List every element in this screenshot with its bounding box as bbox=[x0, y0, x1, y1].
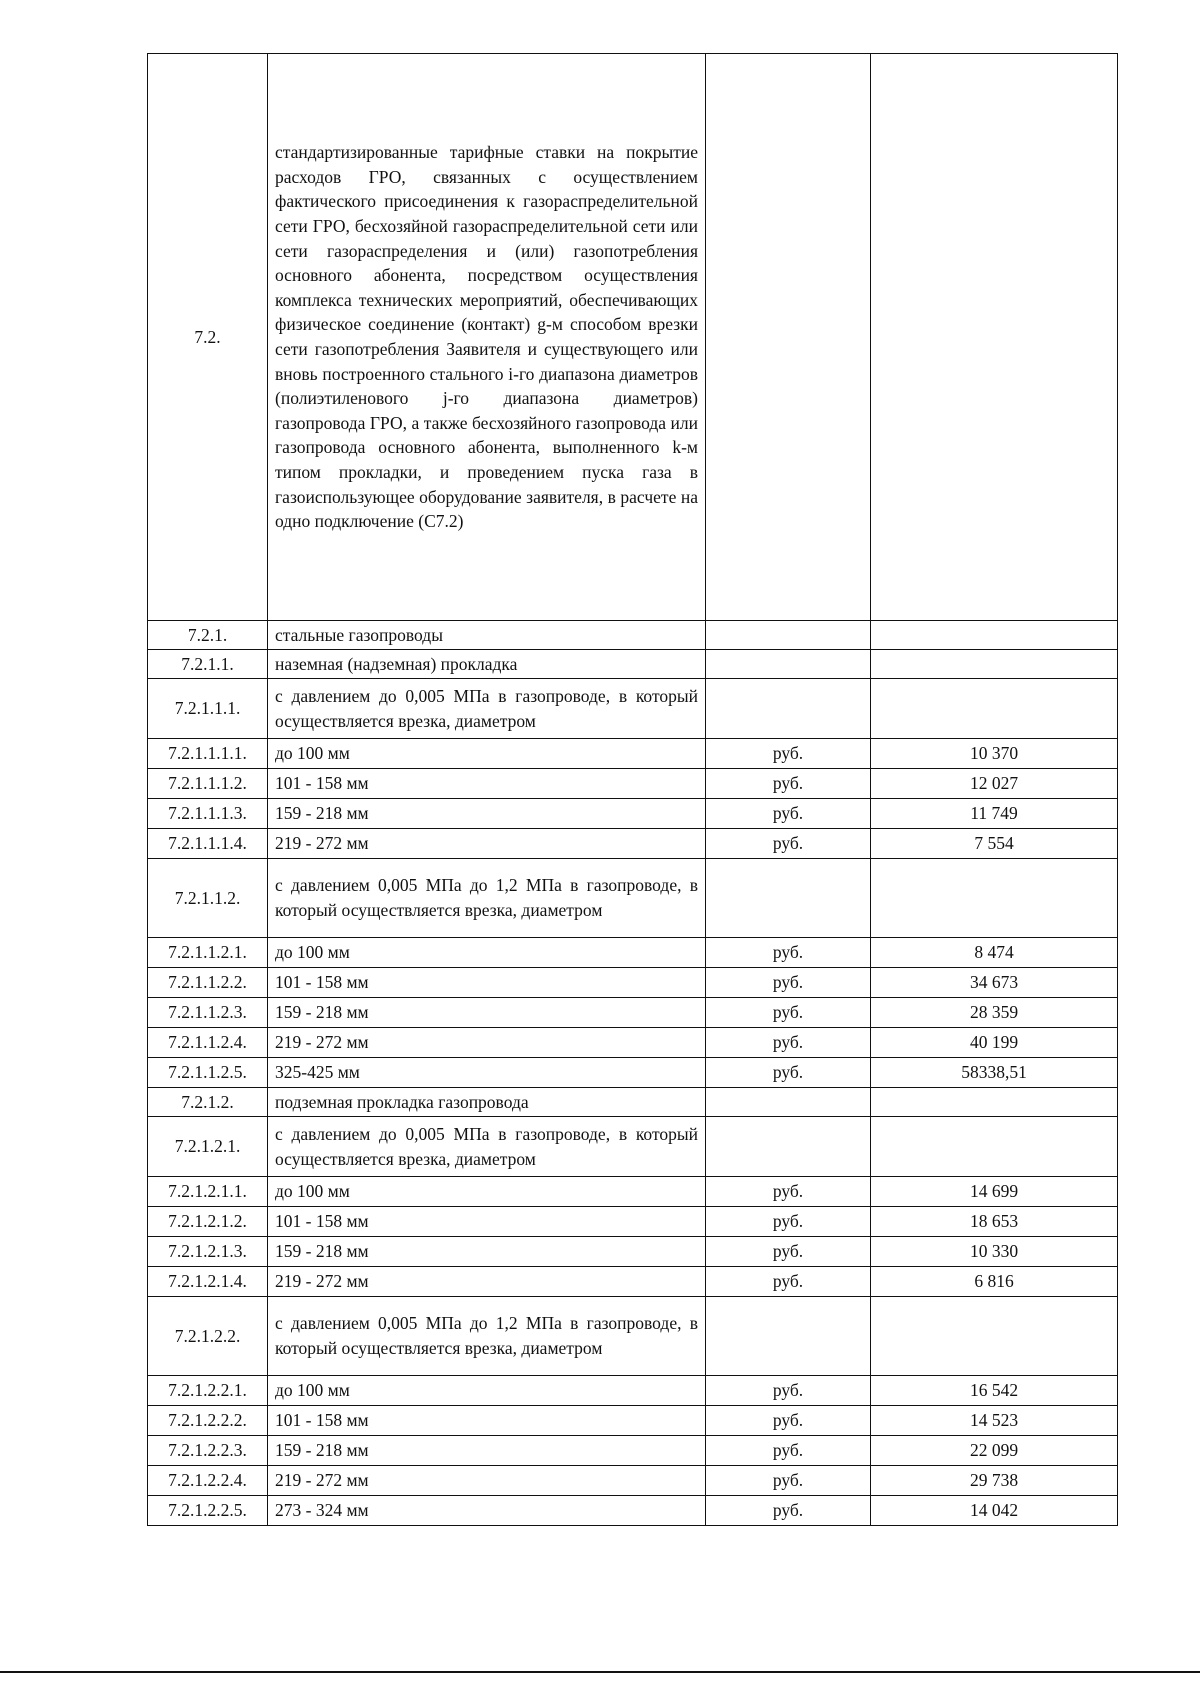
row-value: 29 738 bbox=[871, 1466, 1118, 1496]
table-row bbox=[148, 998, 1118, 1028]
table-row bbox=[148, 1177, 1118, 1207]
row-code: 7.2.1.1.1.2. bbox=[148, 769, 268, 799]
table-row bbox=[148, 1297, 1118, 1376]
table-row bbox=[148, 799, 1118, 829]
tariff-table bbox=[147, 53, 1118, 1526]
table-row bbox=[148, 829, 1118, 859]
table-row bbox=[148, 1406, 1118, 1436]
row-description: 159 - 218 мм bbox=[268, 998, 706, 1028]
page-bottom-rule bbox=[0, 1671, 1200, 1673]
row-unit: руб. bbox=[706, 1466, 871, 1496]
row-unit bbox=[706, 1088, 871, 1117]
row-unit: руб. bbox=[706, 998, 871, 1028]
row-description: с давлением до 0,005 МПа в газопроводе, в который осуществляется врезка, диаметром bbox=[268, 1117, 706, 1177]
row-code: 7.2.1.2.2.1. bbox=[148, 1376, 268, 1406]
row-description: 101 - 158 мм bbox=[268, 968, 706, 998]
row-value: 58338,51 bbox=[871, 1058, 1118, 1088]
row-description: до 100 мм bbox=[268, 1376, 706, 1406]
row-code: 7.2.1.2. bbox=[148, 1088, 268, 1117]
row-code: 7.2.1.1.2.4. bbox=[148, 1028, 268, 1058]
table-row bbox=[148, 650, 1118, 679]
row-value: 12 027 bbox=[871, 769, 1118, 799]
table-row bbox=[148, 1207, 1118, 1237]
table-row bbox=[148, 1088, 1118, 1117]
row-unit: руб. bbox=[706, 1028, 871, 1058]
row-value: 8 474 bbox=[871, 938, 1118, 968]
row-unit: руб. bbox=[706, 968, 871, 998]
table-row bbox=[148, 54, 1118, 621]
row-description: с давлением 0,005 МПа до 1,2 МПа в газопроводе, в который осуществляется врезка, диаметром bbox=[268, 859, 706, 938]
row-unit: руб. bbox=[706, 829, 871, 859]
tariff-table-body bbox=[148, 54, 1118, 1526]
table-row bbox=[148, 938, 1118, 968]
row-code: 7.2.1.2.2.3. bbox=[148, 1436, 268, 1466]
row-code: 7.2.1.1.1.4. bbox=[148, 829, 268, 859]
row-value: 18 653 bbox=[871, 1207, 1118, 1237]
row-code: 7.2.1.1.2.2. bbox=[148, 968, 268, 998]
row-code: 7.2.1.1.1.1. bbox=[148, 739, 268, 769]
row-description: 159 - 218 мм bbox=[268, 1237, 706, 1267]
row-description: с давлением 0,005 МПа до 1,2 МПа в газопроводе, в который осуществляется врезка, диаметром bbox=[268, 1297, 706, 1376]
row-value: 40 199 bbox=[871, 1028, 1118, 1058]
table-row bbox=[148, 1496, 1118, 1526]
row-unit: руб. bbox=[706, 1376, 871, 1406]
row-value: 14 523 bbox=[871, 1406, 1118, 1436]
row-unit: руб. bbox=[706, 1058, 871, 1088]
row-description: наземная (надземная) прокладка bbox=[268, 650, 706, 679]
row-unit bbox=[706, 621, 871, 650]
row-value: 10 370 bbox=[871, 739, 1118, 769]
row-value: 14 042 bbox=[871, 1496, 1118, 1526]
row-unit bbox=[706, 859, 871, 938]
row-unit bbox=[706, 650, 871, 679]
row-code: 7.2.1.2.1. bbox=[148, 1117, 268, 1177]
row-unit: руб. bbox=[706, 1207, 871, 1237]
row-code: 7.2.1.1.2. bbox=[148, 859, 268, 938]
table-row bbox=[148, 859, 1118, 938]
row-description: с давлением до 0,005 МПа в газопроводе, в который осуществляется врезка, диаметром bbox=[268, 679, 706, 739]
row-value: 11 749 bbox=[871, 799, 1118, 829]
row-code: 7.2. bbox=[148, 54, 268, 621]
row-description: подземная прокладка газопровода bbox=[268, 1088, 706, 1117]
row-code: 7.2.1.1.1. bbox=[148, 679, 268, 739]
row-unit: руб. bbox=[706, 1436, 871, 1466]
table-row bbox=[148, 679, 1118, 739]
row-value bbox=[871, 859, 1118, 938]
table-row bbox=[148, 968, 1118, 998]
row-value bbox=[871, 621, 1118, 650]
row-unit bbox=[706, 1297, 871, 1376]
row-value bbox=[871, 1088, 1118, 1117]
table-row bbox=[148, 1267, 1118, 1297]
table-row bbox=[148, 769, 1118, 799]
row-code: 7.2.1.2.2.2. bbox=[148, 1406, 268, 1436]
row-value: 16 542 bbox=[871, 1376, 1118, 1406]
row-description: 159 - 218 мм bbox=[268, 799, 706, 829]
row-unit: руб. bbox=[706, 938, 871, 968]
row-code: 7.2.1.2.1.4. bbox=[148, 1267, 268, 1297]
row-description: 325-425 мм bbox=[268, 1058, 706, 1088]
row-value: 34 673 bbox=[871, 968, 1118, 998]
row-description: стальные газопроводы bbox=[268, 621, 706, 650]
row-unit: руб. bbox=[706, 1267, 871, 1297]
row-unit: руб. bbox=[706, 1496, 871, 1526]
row-value: 28 359 bbox=[871, 998, 1118, 1028]
row-unit: руб. bbox=[706, 1177, 871, 1207]
row-code: 7.2.1.1.1.3. bbox=[148, 799, 268, 829]
row-description: 219 - 272 мм bbox=[268, 829, 706, 859]
row-value bbox=[871, 54, 1118, 621]
row-code: 7.2.1.2.1.1. bbox=[148, 1177, 268, 1207]
row-value bbox=[871, 1297, 1118, 1376]
table-row bbox=[148, 1376, 1118, 1406]
row-unit bbox=[706, 54, 871, 621]
row-description: 101 - 158 мм bbox=[268, 1406, 706, 1436]
row-code: 7.2.1.2.2.5. bbox=[148, 1496, 268, 1526]
row-description: 219 - 272 мм bbox=[268, 1267, 706, 1297]
table-row bbox=[148, 1466, 1118, 1496]
row-value: 10 330 bbox=[871, 1237, 1118, 1267]
row-code: 7.2.1.1.2.5. bbox=[148, 1058, 268, 1088]
table-row bbox=[148, 1237, 1118, 1267]
row-unit: руб. bbox=[706, 739, 871, 769]
row-description: 101 - 158 мм bbox=[268, 1207, 706, 1237]
row-description: 219 - 272 мм bbox=[268, 1466, 706, 1496]
row-description: стандартизированные тарифные ставки на покрытие расходов ГРО, связанных с осуществлением фактического присоединения к газораспределительной сети ГРО, бесхозяйной газораспределительной сети или сети газораспределения и (или) газопотребления основного абонента, посредством осуществления комплекса технических мероприятий, обеспечивающих физическое соединение (контакт) g-м способом врезки сети газопотребления Заявителя и существующего или вновь построенного стального i-го диапазона диаметров (полиэтиленового j-го диапазона диаметров) газопровода ГРО, а также бесхозяйного газопровода или газопровода основного абонента, выполненного k-м типом прокладки, и проведением пуска газа в газоиспользующее оборудование заявителя, в расчете на одно подключение (С7.2) bbox=[268, 54, 706, 621]
row-value bbox=[871, 650, 1118, 679]
row-code: 7.2.1.2.2. bbox=[148, 1297, 268, 1376]
row-code: 7.2.1.1.2.3. bbox=[148, 998, 268, 1028]
row-code: 7.2.1.1. bbox=[148, 650, 268, 679]
row-description: 219 - 272 мм bbox=[268, 1028, 706, 1058]
row-code: 7.2.1.1.2.1. bbox=[148, 938, 268, 968]
row-unit bbox=[706, 1117, 871, 1177]
row-value: 6 816 bbox=[871, 1267, 1118, 1297]
row-value: 22 099 bbox=[871, 1436, 1118, 1466]
row-description: до 100 мм bbox=[268, 938, 706, 968]
row-description: 273 - 324 мм bbox=[268, 1496, 706, 1526]
row-unit: руб. bbox=[706, 1237, 871, 1267]
row-code: 7.2.1.2.2.4. bbox=[148, 1466, 268, 1496]
row-value: 7 554 bbox=[871, 829, 1118, 859]
table-row bbox=[148, 621, 1118, 650]
row-code: 7.2.1.2.1.3. bbox=[148, 1237, 268, 1267]
row-description: 159 - 218 мм bbox=[268, 1436, 706, 1466]
table-row bbox=[148, 1058, 1118, 1088]
row-unit bbox=[706, 679, 871, 739]
row-value bbox=[871, 1117, 1118, 1177]
row-unit: руб. bbox=[706, 769, 871, 799]
row-description: 101 - 158 мм bbox=[268, 769, 706, 799]
row-code: 7.2.1. bbox=[148, 621, 268, 650]
row-code: 7.2.1.2.1.2. bbox=[148, 1207, 268, 1237]
row-description: до 100 мм bbox=[268, 739, 706, 769]
table-row bbox=[148, 739, 1118, 769]
table-row bbox=[148, 1028, 1118, 1058]
table-row bbox=[148, 1436, 1118, 1466]
row-unit: руб. bbox=[706, 1406, 871, 1436]
table-row bbox=[148, 1117, 1118, 1177]
row-description: до 100 мм bbox=[268, 1177, 706, 1207]
row-value bbox=[871, 679, 1118, 739]
row-unit: руб. bbox=[706, 799, 871, 829]
row-value: 14 699 bbox=[871, 1177, 1118, 1207]
